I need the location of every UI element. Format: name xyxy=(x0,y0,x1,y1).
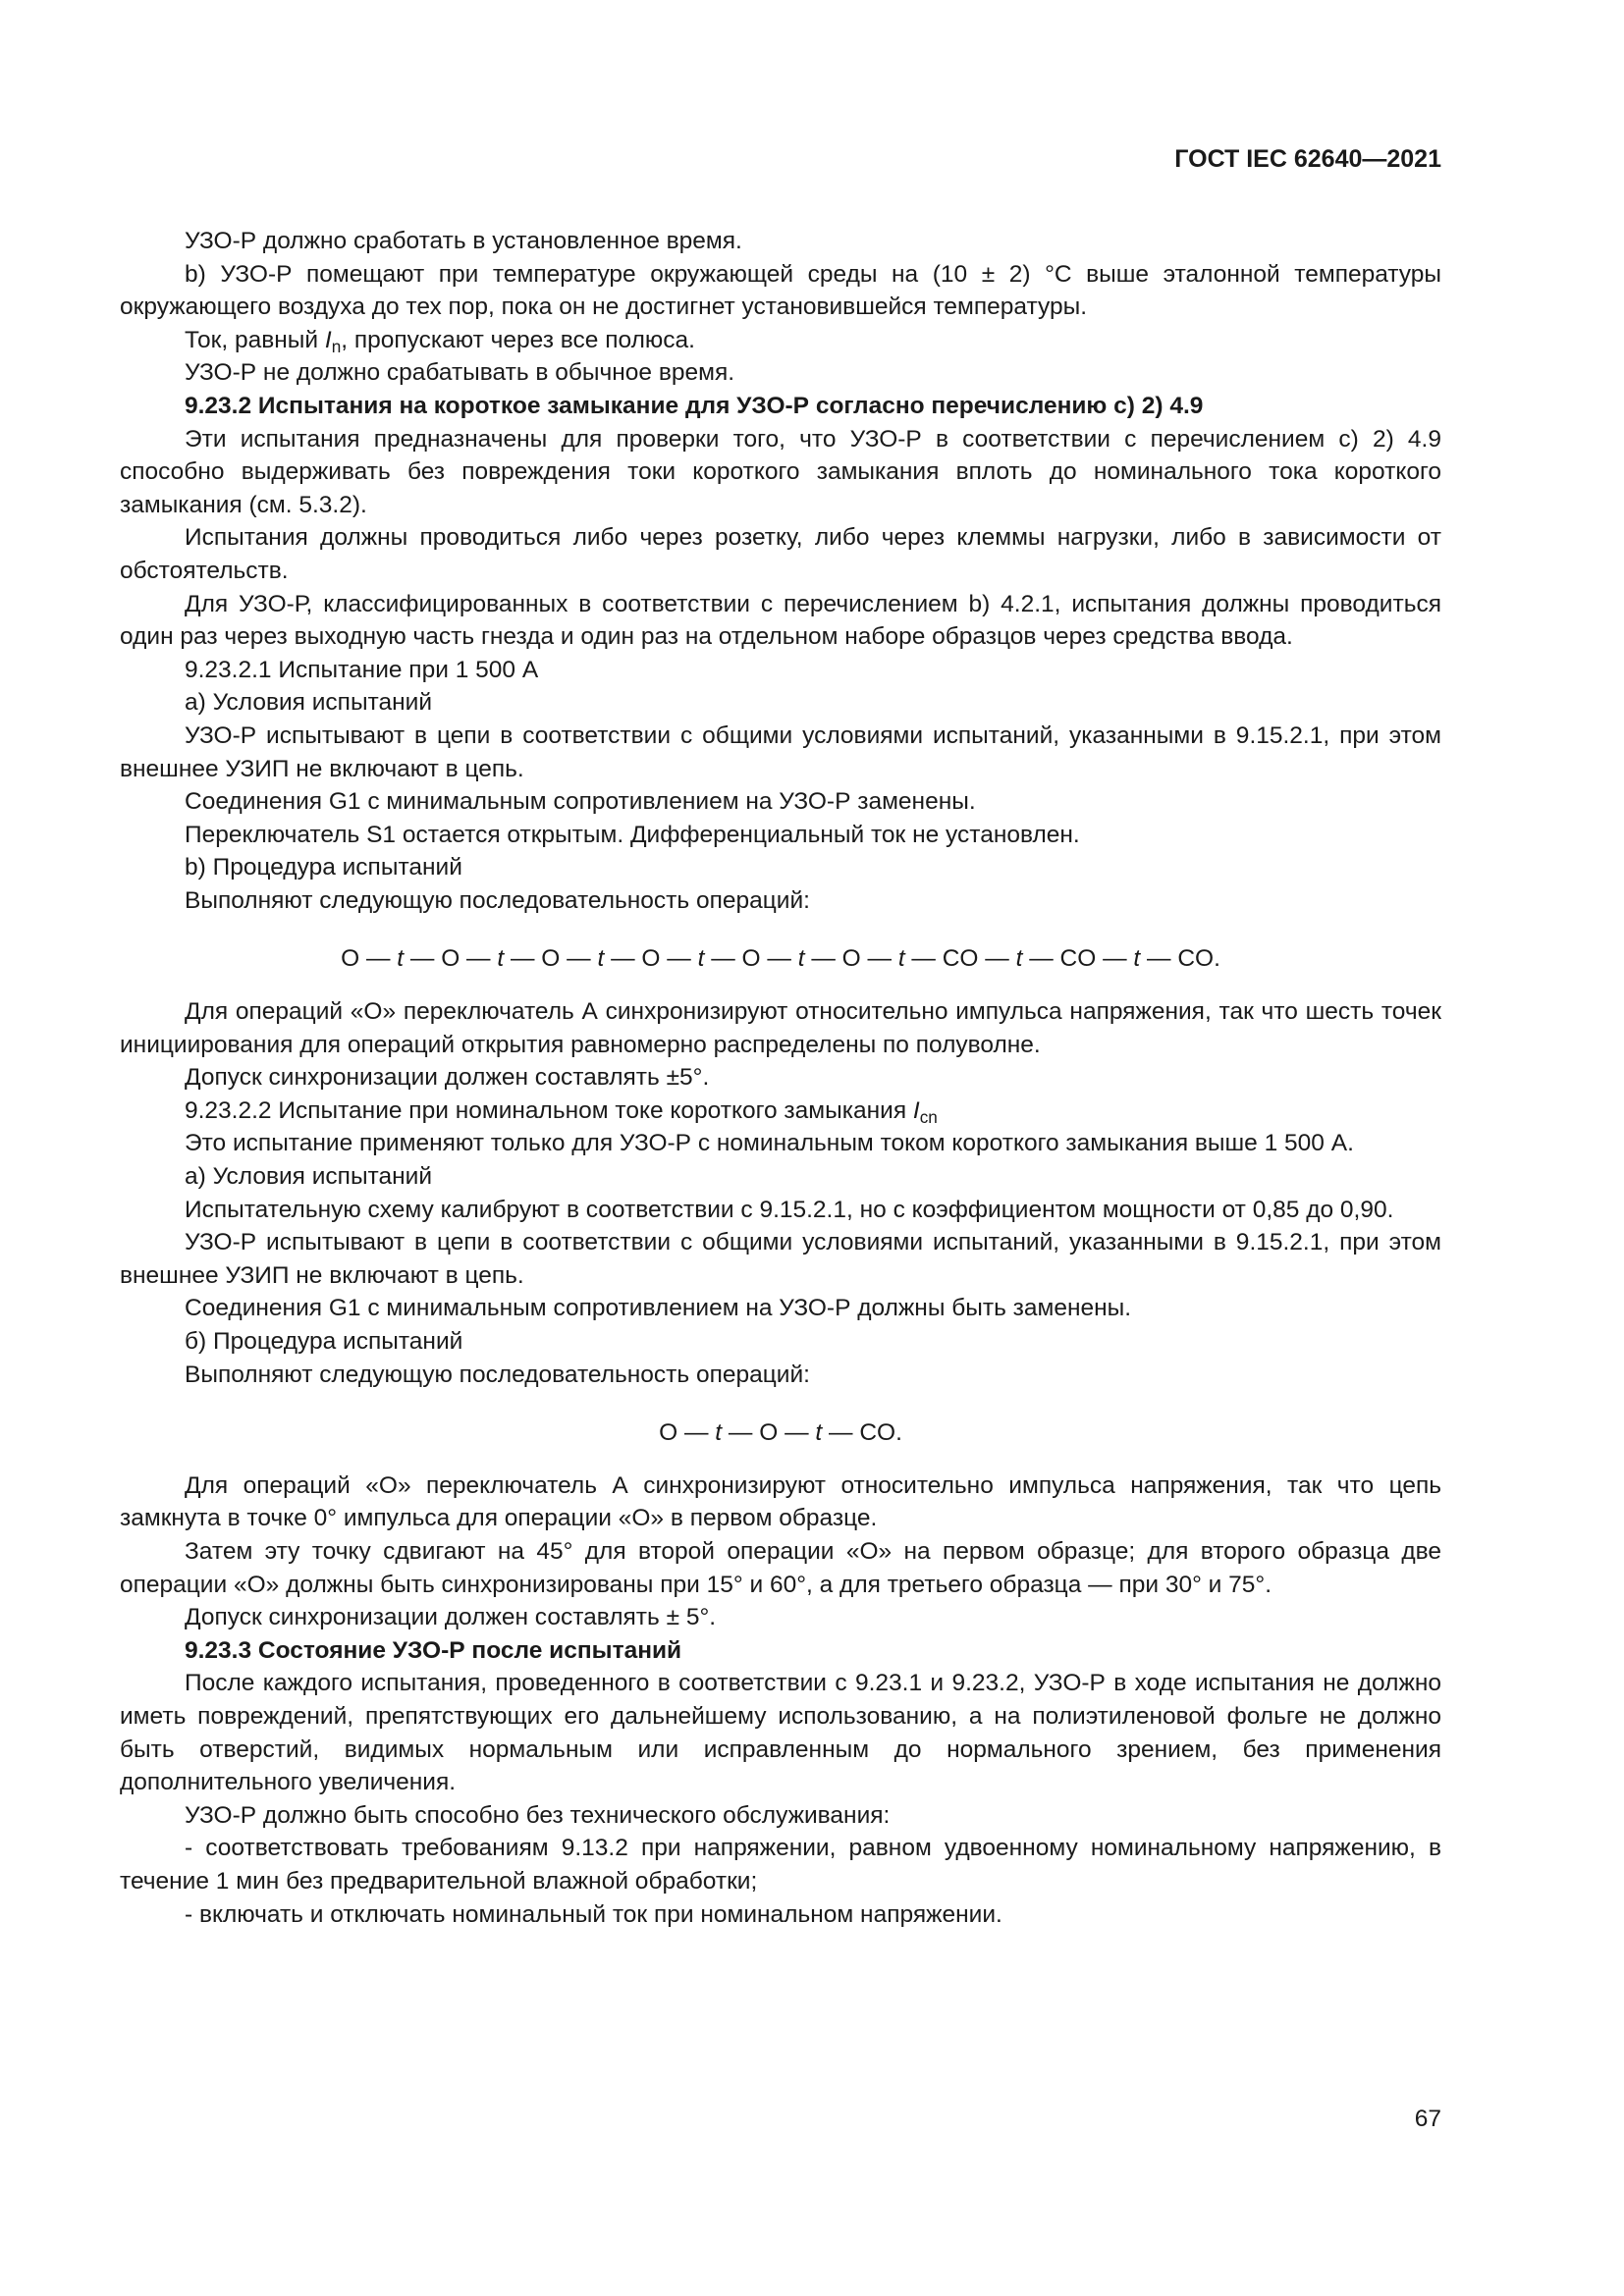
text-run: Ток, равный xyxy=(185,326,325,353)
time-variable: t xyxy=(897,945,905,973)
paragraph: b) УЗО-Р помещают при температуре окружающей среды на (10 ± 2) °С выше эталонной температуры окружающего воздуха до тех пор, пока он не достигнет установившейся температуры. xyxy=(120,260,1441,321)
list-item: б) Процедура испытаний xyxy=(185,1328,463,1355)
paragraph: Испытательную схему калибруют в соответствии с 9.15.2.1, но с коэффициентом мощности от 0,85 до 0,90. xyxy=(185,1196,1394,1223)
paragraph: Допуск синхронизации должен составлять ± 5°. xyxy=(185,1604,717,1631)
subsection-heading: 9.23.2.1 Испытание при 1 500 А xyxy=(185,656,539,683)
list-item: - включать и отключать номинальный ток при номинальном напряжении. xyxy=(185,1900,1002,1928)
current-subscript: cn xyxy=(919,1106,938,1127)
time-variable: t xyxy=(1015,945,1023,973)
paragraph: После каждого испытания, проведенного в соответствии с 9.23.1 и 9.23.2, УЗО-Р в ходе испытания не должно иметь повреждений, препятствующих его дальнейшему использованию, а на полиэтиленовой фольге не должно быть отверстий, видимых нормальным или исправленным до нормального зрением, без применения дополнительного увеличения. xyxy=(120,1670,1441,1796)
text-run: , пропускают через все полюса. xyxy=(341,326,695,353)
time-variable: t xyxy=(697,945,705,973)
list-item: а) Условия испытаний xyxy=(185,1163,433,1191)
time-variable: t xyxy=(1133,945,1141,973)
paragraph: Переключатель S1 остается открытым. Дифференциальный ток не установлен. xyxy=(185,821,1080,848)
paragraph: УЗО-Р испытывают в цепи в соответствии с общими условиями испытаний, указанными в 9.15.2.1, при этом внешнее УЗИП не включают в цепь. xyxy=(120,1229,1441,1289)
current-subscript: n xyxy=(331,336,342,356)
paragraph: Выполняют следующую последовательность операций: xyxy=(185,886,810,914)
paragraph: УЗО-Р испытывают в цепи в соответствии с общими условиями испытаний, указанными в 9.15.2.1, при этом внешнее УЗИП не включают в цепь. xyxy=(120,721,1441,782)
time-variable: t xyxy=(497,945,505,973)
paragraph: Соединения G1 с минимальным сопротивлением на УЗО-Р должны быть заменены. xyxy=(185,1295,1132,1322)
section-heading-9-23-2: 9.23.2 Испытания на короткое замыкание для УЗО-Р согласно перечислению с) 2) 4.9 xyxy=(185,392,1204,419)
list-item: - соответствовать требованиям 9.13.2 при напряжении, равном удвоенному номинальному напряжению, в течение 1 мин без предварительной влажной обработки; xyxy=(120,1835,1441,1895)
list-item: а) Условия испытаний xyxy=(185,689,433,717)
current-symbol: I xyxy=(324,326,332,353)
paragraph: Для операций «О» переключатель А синхронизируют относительно импульса напряжения, так что шесть точек инициирования для операций открытия равномерно распределены по полуволне. xyxy=(120,998,1441,1058)
paragraph: Затем эту точку сдвигают на 45° для второй операции «О» на первом образце; для второго образца две операции «О» должны быть синхронизированы при 15° и 60°, а для третьего образца — при 30° и 75°. xyxy=(120,1537,1441,1598)
text-run: 9.23.2.2 Испытание при номинальном токе короткого замыкания xyxy=(185,1096,913,1124)
time-variable: t xyxy=(597,945,605,973)
paragraph: УЗО-Р не должно срабатывать в обычное время. xyxy=(185,359,735,387)
paragraph: Выполняют следующую последовательность операций: xyxy=(185,1361,810,1388)
time-variable: t xyxy=(715,1419,723,1447)
paragraph xyxy=(120,324,1441,357)
document-id-header: ГОСТ IEC 62640—2021 xyxy=(1174,145,1441,173)
time-variable: t xyxy=(815,1419,823,1447)
document-body xyxy=(120,225,1441,1931)
time-variable: t xyxy=(397,945,405,973)
paragraph: Испытания должны проводиться либо через розетку, либо через клеммы нагрузки, либо в зависимости от обстоятельств. xyxy=(120,524,1441,584)
paragraph: Для операций «О» переключатель А синхронизируют относительно импульса напряжения, так что цепь замкнута в точке 0° импульса для операции «О» в первом образце. xyxy=(120,1471,1441,1532)
paragraph: Эти испытания предназначены для проверки того, что УЗО-Р в соответствии с перечислением с) 2) 4.9 способно выдерживать без повреждения токи короткого замыкания вплоть до номинального тока короткого замыкания (см. 5.3.2). xyxy=(120,425,1441,518)
paragraph: Соединения G1 с минимальным сопротивлением на УЗО-Р заменены. xyxy=(185,788,976,816)
subsection-heading xyxy=(120,1095,1441,1128)
list-item: b) Процедура испытаний xyxy=(185,854,462,881)
paragraph: УЗО-Р должно сработать в установленное время. xyxy=(185,228,742,254)
operation-sequence-formula: O — t — O — t — CO. xyxy=(659,1419,902,1447)
operation-sequence-formula: O — t — O — t — O — t — O — t — O — t — O — t — CO — t — CO — t — CO. xyxy=(341,945,1220,973)
time-variable: t xyxy=(797,945,805,973)
paragraph: УЗО-Р должно быть способно без технического обслуживания: xyxy=(185,1801,891,1829)
paragraph: Допуск синхронизации должен составлять ±5°. xyxy=(185,1064,710,1092)
page-number: 67 xyxy=(1414,2106,1441,2132)
current-symbol: I xyxy=(912,1096,920,1124)
paragraph: Для УЗО-Р, классифицированных в соответствии с перечислением b) 4.2.1, испытания должны проводиться один раз через выходную часть гнезда и один раз на отдельном наборе образцов через средства ввода. xyxy=(120,590,1441,651)
section-heading-9-23-3: 9.23.3 Состояние УЗО-Р после испытаний xyxy=(185,1636,682,1664)
paragraph: Это испытание применяют только для УЗО-Р с номинальным током короткого замыкания выше 1 500 А. xyxy=(185,1130,1354,1157)
